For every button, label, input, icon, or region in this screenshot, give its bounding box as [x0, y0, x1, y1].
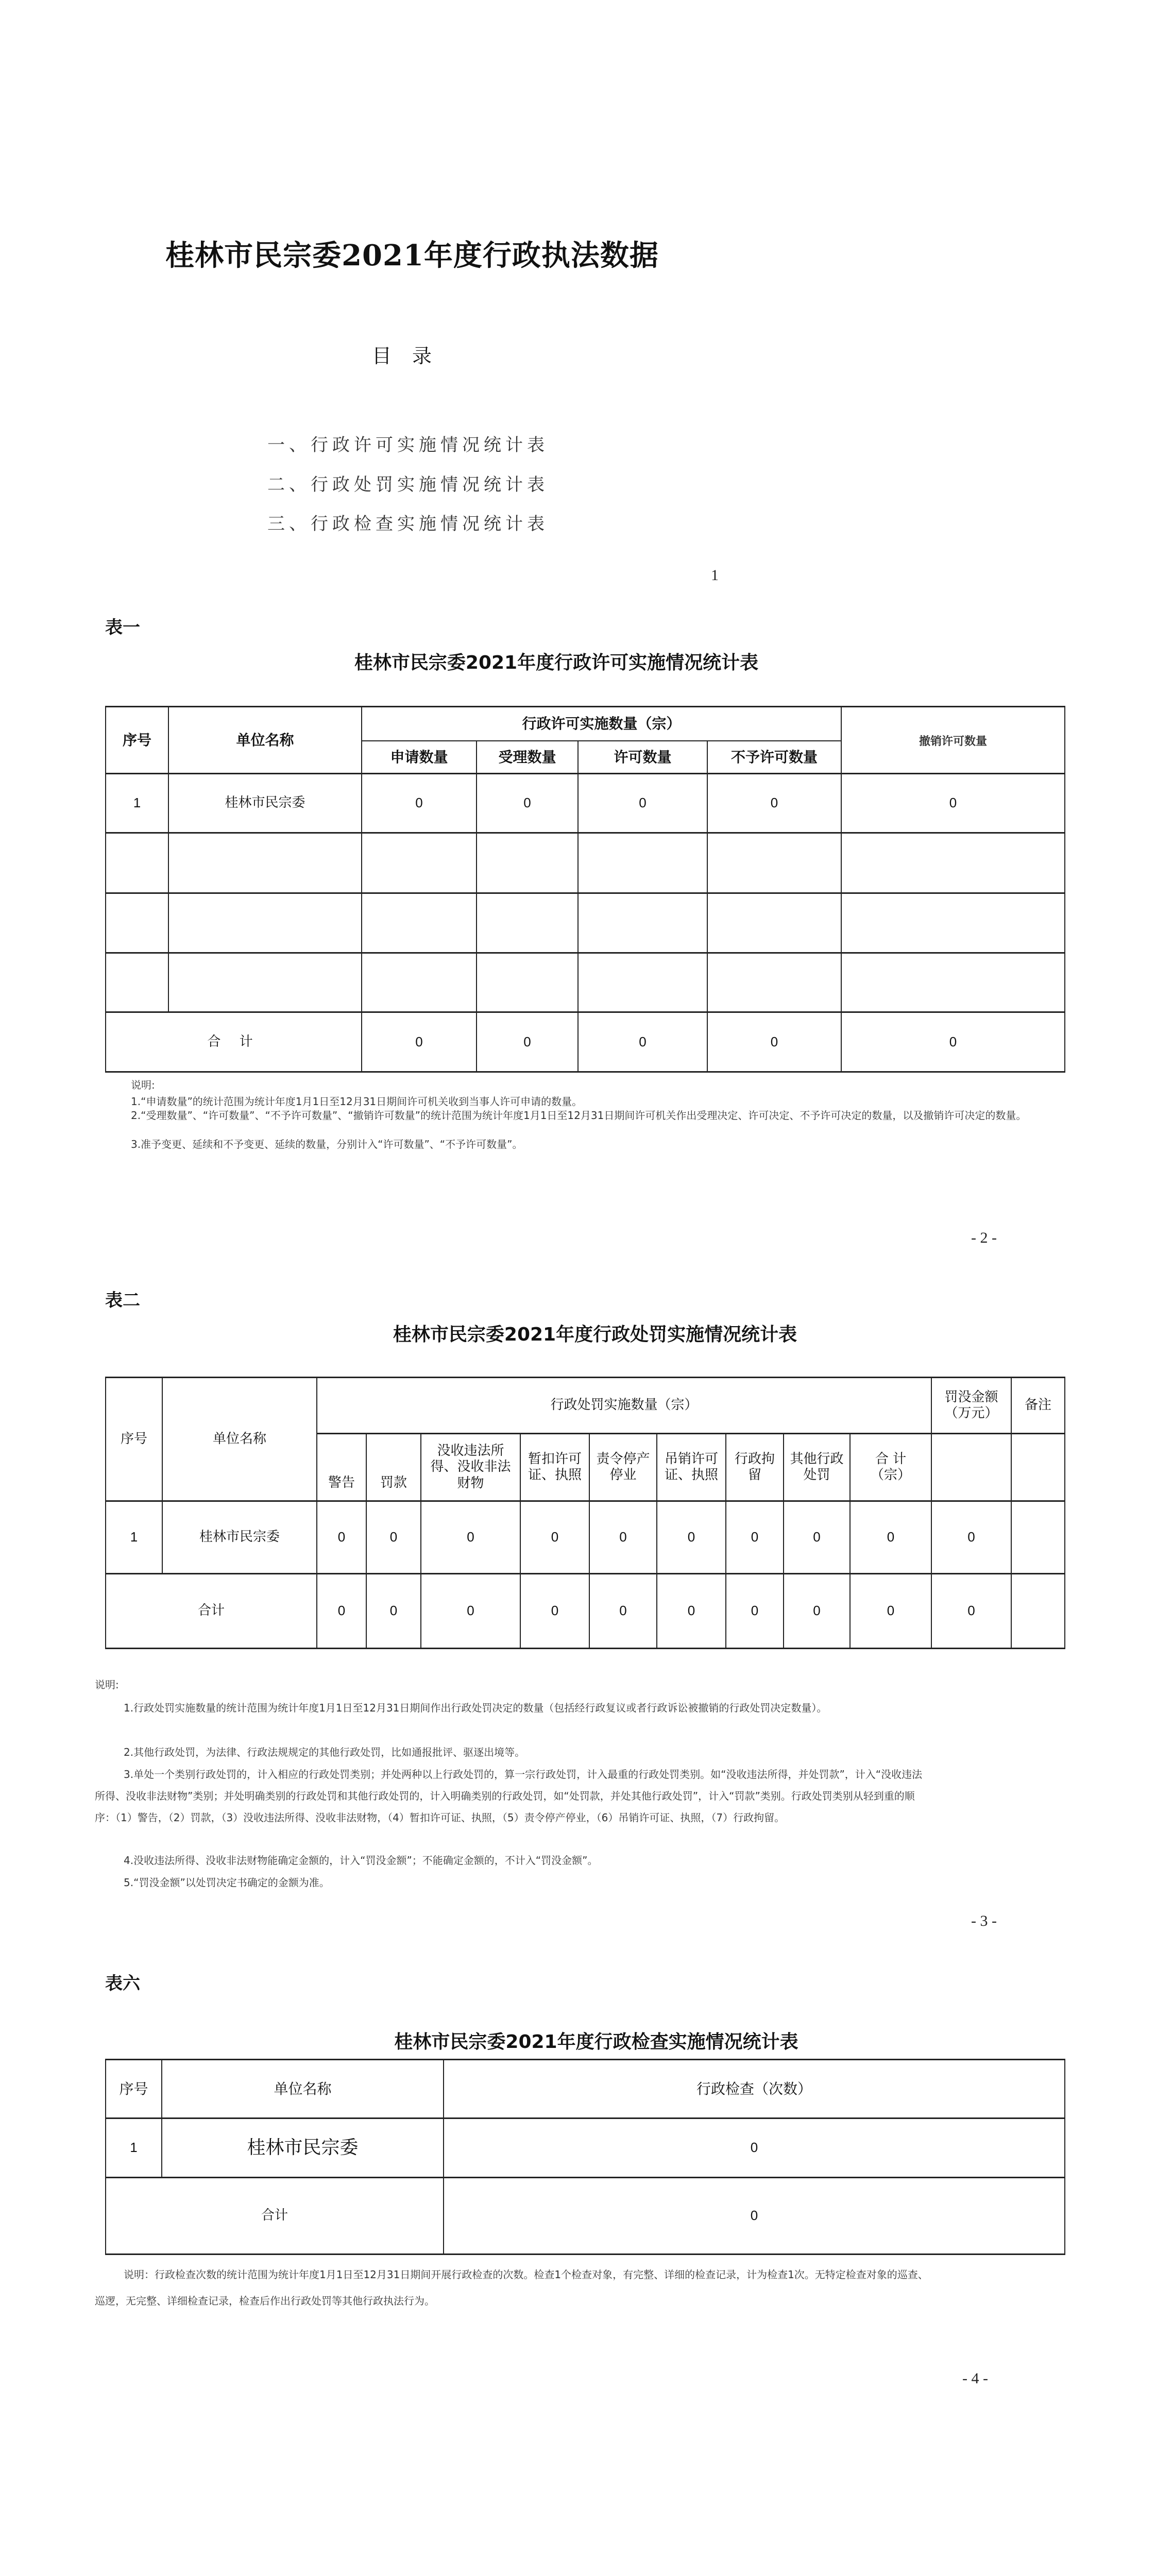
table2-note-3: 3.单处一个类别行政处罚的，计入相应的行政处罚类别；并处两种以上行政处罚的，算一宗行政处罚，计入最重的行政处罚类别。如“没收违法所得，并处罚款”，计入“没收违法所得、没收非法财物”类别；并处明确类别的行政处罚和其他行政处罚的，计入明确类别的行政处罚，如“处罚款，并处其他行政处罚”，计入“罚款”类别。行政处罚类别从轻到重的顺序：（1）警告，（2）罚款，（3）没收违法所得、没收非法财物，（4）暂扣许可证、执照，（5）责令停产停业，（6）吊销许可证、执照，（7）行政拘留。	[95, 1768, 923, 1824]
table6-header-inspect: 行政检查（次数）	[696, 2080, 812, 2097]
table1-total-permit: 0	[639, 1033, 647, 1049]
table2-header-other: 其他行政处罚	[790, 1451, 844, 1483]
table2-row1-detention: 0	[751, 1529, 759, 1545]
table1-row1-revoke: 0	[949, 795, 957, 811]
table1-label: 表一	[105, 617, 140, 638]
table2-header-stop-production: 责令停产停业	[596, 1451, 650, 1483]
table1-total-label: 合 计	[207, 1033, 260, 1049]
table2-total-other: 0	[813, 1603, 821, 1619]
table2-total-label: 合计	[197, 1603, 225, 1619]
table2-notes-heading: 说明:	[95, 1679, 119, 1691]
table2-row1-suspend-license: 0	[551, 1529, 559, 1545]
grid-line-h	[105, 1071, 1065, 1073]
table6-header-seq: 序号	[119, 2080, 148, 2097]
table2-header-revoke-license: 吊销许可证、执照	[664, 1451, 718, 1483]
table6-note: 说明：行政检查次数的统计范围为统计年度1月1日至12月31日期间开展行政检查的次数。检查1个检查对象，有完整、详细的检查记录，计为检查1次。无特定检查对象的巡查、巡逻，无完整、详细检查记录，检查后作出行政处罚等其他行政执法行为。	[95, 2268, 928, 2307]
table1-header-permit: 许可数量	[614, 749, 672, 766]
table2-header-seq: 序号	[120, 1431, 147, 1447]
table1-row1-seq: 1	[133, 795, 141, 811]
table6-row1-seq: 1	[130, 2140, 138, 2156]
table6-total-label: 合计	[261, 2208, 288, 2224]
table2-row1-confiscate: 0	[467, 1529, 474, 1545]
table2-header-subtotal: 合 计（宗）	[870, 1451, 911, 1483]
table1-note-3: 3.准予变更、延续和不予变更、延续的数量，分别计入“许可数量”、“不予许可数量”。	[131, 1138, 523, 1150]
table6-label: 表六	[105, 1973, 140, 1994]
table1-header-apply: 申请数量	[390, 749, 448, 766]
grid-line-v	[1064, 706, 1065, 1072]
table2-row1-revoke-license: 0	[687, 1529, 695, 1545]
toc-item-permit[interactable]: 一、行政许可实施情况统计表	[267, 435, 549, 455]
grid-line-v	[1064, 2059, 1065, 2255]
toc-heading: 目录	[371, 345, 452, 367]
grid-line-h	[105, 892, 1065, 894]
table2-row1-amount: 0	[967, 1529, 975, 1545]
table2-header-warning: 警告	[328, 1475, 355, 1490]
table2-total-suspend-license: 0	[551, 1603, 559, 1619]
grid-line-v	[1064, 1377, 1065, 1649]
grid-line-h	[105, 1648, 1065, 1649]
table2-row1-remark	[1012, 1502, 1064, 1573]
grid-line-h	[105, 832, 1065, 834]
table2-header-confiscate: 没收违法所得、没收非法财物	[430, 1443, 511, 1491]
table1-note-2: 2.“受理数量”、“许可数量”、“不予许可数量”、“撤销许可数量”的统计范围为统计年度1月1日至12月31日期间许可机关作出受理决定、许可决定、不予许可决定的数量，以及撤销许可决定的数量。	[131, 1109, 1027, 1122]
table2-row1-warning: 0	[337, 1529, 346, 1545]
table2-total-stop-production: 0	[619, 1603, 627, 1619]
grid-line-h	[105, 952, 1065, 954]
table6-title: 桂林市民宗委2021年度行政检查实施情况统计表	[394, 2031, 798, 2053]
table1-row1-permit: 0	[639, 795, 647, 811]
toc-item-penalty[interactable]: 二、行政处罚实施情况统计表	[267, 474, 549, 495]
table2-header-amount: 罚没金额（万元）	[944, 1389, 998, 1421]
table2-row1-stop-production: 0	[619, 1529, 627, 1545]
table1-title: 桂林市民宗委2021年度行政许可实施情况统计表	[354, 652, 759, 673]
table2-total-subtotal: 0	[887, 1603, 895, 1619]
page-number-3: - 3 -	[971, 1912, 997, 1929]
table1-header-revoke: 撤销许可数量	[919, 735, 987, 748]
table1-total-deny: 0	[770, 1033, 778, 1049]
table1-total-accept: 0	[523, 1033, 531, 1049]
table1-total-apply: 0	[415, 1033, 423, 1049]
table2-row1-other: 0	[813, 1529, 821, 1545]
table2-header-suspend-license: 暂扣许可证、执照	[528, 1451, 582, 1483]
table1-notes-heading: 说明:	[131, 1079, 155, 1091]
table2-row1-unit: 桂林市民宗委	[199, 1529, 280, 1545]
table2-header-fine: 罚款	[380, 1475, 407, 1490]
table2-row1-seq: 1	[130, 1529, 138, 1545]
table1-header-seq: 序号	[122, 731, 151, 749]
table2-row1-subtotal: 0	[887, 1529, 895, 1545]
table2-title: 桂林市民宗委2021年度行政处罚实施情况统计表	[393, 1324, 797, 1345]
table1-header-unit: 单位名称	[236, 731, 294, 749]
table1-row1-apply: 0	[415, 795, 423, 811]
table2-label: 表二	[105, 1290, 140, 1311]
table2-total-revoke-license: 0	[687, 1603, 695, 1619]
table2-total-fine: 0	[389, 1603, 398, 1619]
page-number-4: - 4 -	[962, 2370, 988, 2387]
table1-header-group: 行政许可实施数量（宗）	[522, 715, 681, 733]
table1-note-1: 1.“申请数量”的统计范围为统计年度1月1日至12月31日期间许可机关收到当事人许可申请的数量。	[131, 1095, 583, 1108]
table1-header-deny: 不予许可数量	[730, 749, 818, 766]
table1-row1-deny: 0	[770, 795, 778, 811]
table2-note-4: 4.没收违法所得、没收非法财物能确定金额的，计入“罚没金额”；不能确定金额的，不计入“罚没金额”。	[124, 1854, 598, 1867]
table2-note-1: 1.行政处罚实施数量的统计范围为统计年度1月1日至12月31日期间作出行政处罚决定的数量（包括经行政复议或者行政诉讼被撤销的行政处罚决定数量）。	[124, 1702, 827, 1714]
toc-item-inspection[interactable]: 三、行政检查实施情况统计表	[267, 514, 549, 534]
table1-header-accept: 受理数量	[498, 749, 556, 766]
table2-total-amount: 0	[967, 1603, 975, 1619]
table2-total-confiscate: 0	[467, 1603, 474, 1619]
table2-row1-fine: 0	[389, 1529, 398, 1545]
table1-row1-accept: 0	[523, 795, 531, 811]
table1-total-revoke: 0	[949, 1033, 957, 1049]
table6-row1-inspect: 0	[750, 2140, 758, 2156]
table2-header-detention: 行政拘留	[734, 1451, 775, 1483]
table2-total-warning: 0	[337, 1603, 346, 1619]
table2-header-unit: 单位名称	[212, 1431, 266, 1447]
page-number-2: - 2 -	[971, 1229, 997, 1246]
table2-header-remark: 备注	[1024, 1397, 1051, 1413]
grid-line-h	[105, 2253, 1065, 2255]
table6-header-unit: 单位名称	[274, 2080, 332, 2097]
table1-row1-unit: 桂林市民宗委	[225, 795, 305, 811]
table6-total-inspect: 0	[750, 2208, 758, 2224]
document-title: 桂林市民宗委2021年度行政执法数据	[165, 239, 659, 273]
page-number-1: 1	[711, 567, 719, 584]
table2-note-2: 2.其他行政处罚，为法律、行政法规规定的其他行政处罚，比如通报批评、驱逐出境等。	[124, 1746, 525, 1758]
table2-header-group: 行政处罚实施数量（宗）	[550, 1397, 698, 1413]
grid-line-h	[361, 740, 841, 741]
table2-total-detention: 0	[751, 1603, 759, 1619]
table6-row1-unit: 桂林市民宗委	[247, 2137, 359, 2159]
table2-note-5: 5.“罚没金额”以处罚决定书确定的金额为准。	[124, 1876, 330, 1889]
